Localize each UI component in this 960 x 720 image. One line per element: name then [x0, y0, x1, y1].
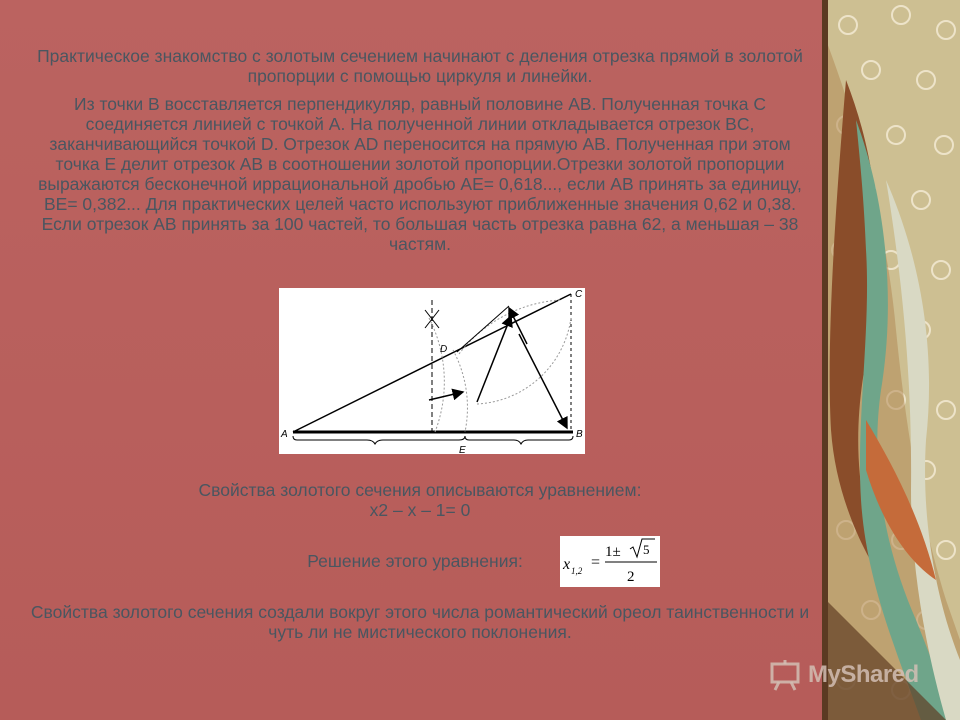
solution-formula: [560, 536, 660, 587]
arc-half: [429, 318, 444, 432]
arc-b: [477, 318, 571, 404]
panel-divider: [822, 0, 828, 720]
brace-ae: [293, 436, 465, 444]
presentation-icon: [768, 658, 804, 692]
construction-paragraph: Из точки B восставляется перпендикуляр, равный половине AB. Полученная точка C соединяется линией с точкой A. На полученной линии откладывается отрезок BC, заканчивающийся точкой D. Отрезок AD переносится на прямую AB. Полученная при этом точка E делит отрезок AB в соотношении золотой пропорции.Отрезки золотой пропорции выражаются бесконечной иррациональной дробью AE= 0,618..., если AB принять за единицу, BE= 0,382... Для практических целей часто используют приближенные значения 0,62 и 0,38. Если отрезок AB принять за 100 частей, то большая часть отрезка равна 62, а меньшая – 38 частям.: [38, 94, 802, 254]
equation-text: x2 – x – 1= 0: [369, 500, 471, 520]
arrow-upper: [477, 316, 511, 402]
label-a: A: [281, 429, 288, 440]
formula-svg: [560, 536, 660, 587]
intro-paragraph: Практическое знакомство с золотым сечением начинают с деления отрезка прямой в золотой пропорции с помощью циркуля и линейки.: [37, 46, 803, 86]
label-e: E: [459, 445, 466, 454]
equation-intro: Свойства золотого сечения описываются уравнением:: [198, 480, 642, 500]
formula-subscript: 1,2: [571, 566, 583, 576]
arrow-to-b: [519, 334, 567, 428]
hypotenuse-ac: [293, 294, 571, 432]
formula-equals: =: [591, 554, 601, 571]
solution-label: Решение этого уравнения:: [307, 551, 523, 571]
brace-eb: [465, 436, 573, 444]
decorative-side-panel: [826, 0, 960, 720]
arc-c: [459, 300, 561, 354]
label-b: B: [576, 429, 583, 440]
construction-svg: [279, 288, 585, 454]
golden-section-diagram: [279, 288, 585, 454]
arc-d: [453, 350, 467, 432]
conclusion-paragraph: Свойства золотого сечения создали вокруг этого числа романтический ореол таинственности и чуть ли не мистического поклонения.: [30, 602, 810, 642]
myshared-watermark: [768, 658, 938, 696]
formula-denominator: 2: [627, 569, 635, 585]
arrow-to-c: [509, 308, 527, 344]
formula-radicand: 5: [643, 542, 650, 557]
equation-block: [80, 480, 760, 520]
formula-numerator: 1±: [605, 544, 621, 560]
label-c: C: [575, 289, 583, 300]
label-d: D: [440, 344, 448, 355]
arrow-to-arc: [429, 392, 463, 400]
formula-variable: x: [563, 556, 571, 573]
watermark-text: MyShared: [808, 661, 919, 688]
floral-ornament: [826, 0, 960, 720]
